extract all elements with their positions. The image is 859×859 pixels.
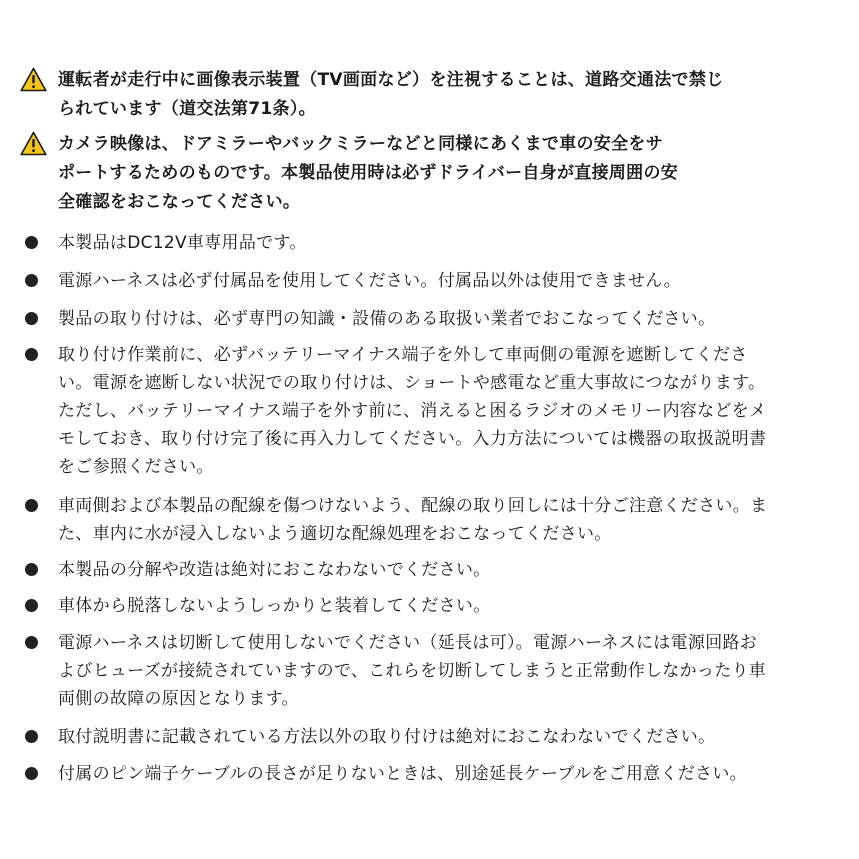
list-item-text: 製品の取り付けは、必ず専門の知識・設備のある取扱い業者でおこなってください。 [58,309,716,329]
list-item [20,760,840,788]
warning-item [20,130,840,217]
list-item [20,305,840,333]
list-item-text: 本製品の分解や改造は絶対におこなわないでください。 [58,560,491,580]
bullet-icon [20,723,58,749]
warning-triangle-icon [20,130,58,156]
bullet-icon [20,229,58,255]
list-item-text: 電源ハーネスは必ず付属品を使用してください。付属品以外は使用できません。 [58,271,681,291]
list-item [20,267,840,295]
list-item-text: 取り付け作業前に、必ずバッテリーマイナス端子を外して車両側の電源を遮断してくださ い。電源を遮断しない状況での取り付けは、ショートや感電など重大事故につながります。 ただし、バッテリーマイナス端子を外す前に、消えると困るラジオのメモリー内容などをメ モしておき、取り付け完了後に再入力してください。入力方法については機器の取扱説明書 をご参照ください。 [58,345,767,477]
warning-text: カメラ映像は、ドアミラーやバックミラーなどと同様にあくまで車の安全をサ ポートするためのものです。本製品使用時は必ずドライバー自身が直接周囲の安 全確認をおこなってください。 [58,134,679,212]
list-item-text: 車体から脱落しないようしっかりと装着してください。 [58,596,491,616]
list-item-text: 電源ハーネスは切断して使用しないでください（延長は可）。電源ハーネスには電源回路お よびヒューズが接続されていますので、これらを切断してしまうと正常動作しなかったり車 両側の故障の原因となります。 [58,633,767,709]
bullet-icon [20,341,58,367]
list-item-text: 付属のピン端子ケーブルの長さが足りないときは、別途延長ケーブルをご用意ください。 [58,764,747,784]
bullet-icon [20,556,58,582]
bullet-icon [20,592,58,618]
bullet-icon [20,305,58,331]
list-item [20,229,840,257]
list-item [20,556,840,584]
bullet-icon [20,492,58,518]
list-item [20,629,840,713]
bullet-icon [20,760,58,786]
list-item [20,723,840,751]
warning-item [20,66,840,124]
list-item [20,341,840,481]
list-item-text: 車両側および本製品の配線を傷つけないよう、配線の取り回しには十分ご注意ください。ま た、車内に水が浸入しないよう適切な配線処理をおこなってください。 [58,496,768,544]
warning-text: 運転者が走行中に画像表示装置（TV画面など）を注視することは、道路交通法で禁じ られています（道交法第71条）。 [58,70,724,119]
list-item-text: 本製品はDC12V車専用品です。 [58,233,307,253]
bullet-icon [20,267,58,293]
list-item-text: 取付説明書に記載されている方法以外の取り付けは絶対におこなわないでください。 [58,727,716,747]
list-item [20,592,840,620]
bullet-icon [20,629,58,655]
list-item [20,492,840,548]
warning-triangle-icon [20,66,58,92]
